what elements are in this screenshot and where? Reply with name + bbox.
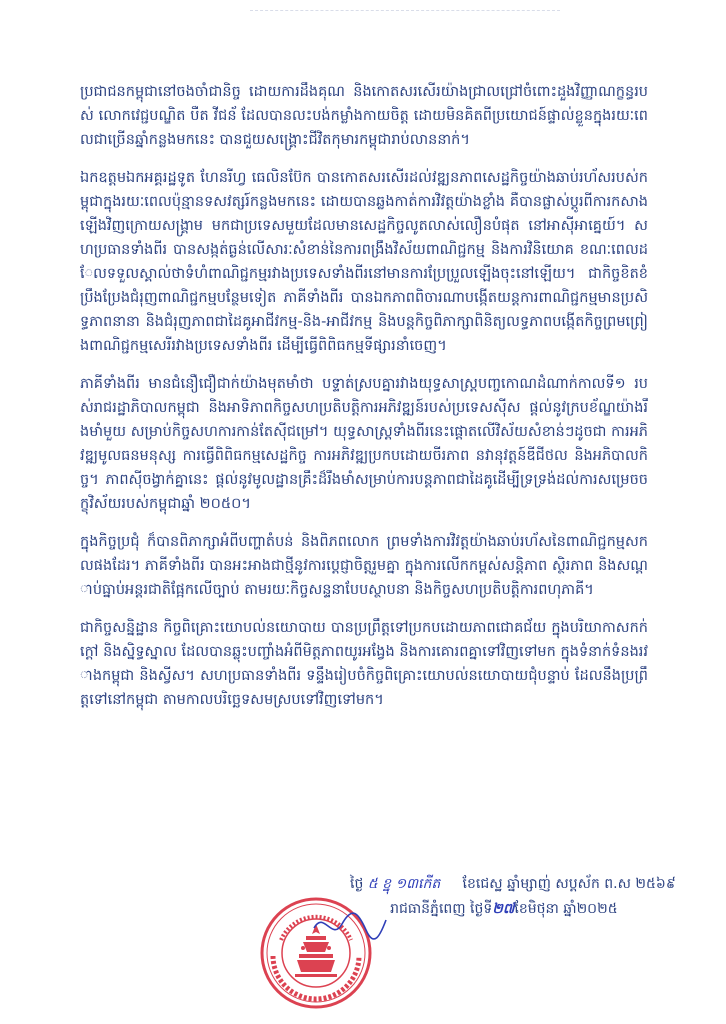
dateline	[350, 872, 676, 922]
paragraph-tribute: ប្រជាជនកម្ពុជានៅចងចាំជានិច្ច ដោយការដឹងគុណ និងកោតសរសើរយ៉ាងជ្រាលជ្រៅចំពោះដួងវិញ្ញាណក្ខន្ធរបស់ លោកវេជ្ជបណ្ឌិត បឺត វីជន័ ដែលបានលះបង់កម្លាំងកាយចិត្ត ដោយមិនគិតពីប្រយោជន៍ផ្ទាល់ខ្លួនក្នុងរយៈពេលជាច្រើនឆ្នាំកន្លងមកនេះ បានជួយសង្គ្រោះជីវិតកុមារកម្ពុជារាប់លាននាក់។	[80, 84, 648, 148]
lunar-date-line	[350, 872, 676, 897]
lunar-month-year: ខែជេស្ឋ ឆ្នាំម្សាញ់ សប្តស័ក ព.ស ២៥៦៩	[462, 876, 676, 892]
document-body	[80, 80, 648, 726]
paragraph-strategy-alignment: ភាគីទាំងពីរ មានជំនឿជឿជាក់យ៉ាងមុតមាំថា បទ្ទាត់ស្របគ្នារវាងយុទ្ធសាស្ត្របញ្ចកោណដំណាក់កាលទី១ របស់រាជរដ្ឋាភិបាលកម្ពុជា និងអាទិភាពកិច្ចសហប្រតិបត្តិការអភិវឌ្ឍន៍របស់ប្រទេសស៊ីស ផ្តល់នូវក្របខ័ណ្ឌយ៉ាងរឹងមាំមួយ សម្រាប់កិច្ចសហការកាន់តែស៊ីជម្រៅ។ យុទ្ធសាស្ត្រទាំងពីរនេះផ្តោតលើវិស័យសំខាន់ៗដូចជា ការអភិវឌ្ឍមូលធនមនុស្ស ការធ្វើពិពិធកម្មសេដ្ឋកិច្ច ការអភិវឌ្ឍប្រកបដោយចីរភាព នវានុវត្តន៍ឌីជីថល និងអភិបាលកិច្ច។ ភាពស៊ីចង្វាក់គ្នានេះ ផ្តល់នូវមូលដ្ឋានគ្រឹះដ៏រឹងមាំសម្រាប់ការបន្តភាពជាដៃគូដើម្បីទ្រទ្រង់ដល់ការសម្រេចចក្ខុវិស័យរបស់កម្ពុជាឆ្នាំ ២០៥០។	[80, 376, 648, 512]
day-prefix: ថ្ងៃ	[350, 876, 364, 892]
gregorian-date-line	[350, 897, 670, 922]
paragraph-conclusion: ជាកិច្ចសន្និដ្ឋាន កិច្ចពិគ្រោះយោបល់នយោបាយ បានប្រព្រឹត្តទៅប្រកបដោយភាពជោគជ័យ ក្នុងបរិយាកាសកក់ក្តៅ និងស្និទ្ធស្នាល ដែលបានឆ្លុះបញ្ចាំងអំពីមិត្តភាពយូរអង្វែង និងការគោរពគ្នាទៅវិញទៅមក ក្នុងទំនាក់ទំនងរវាងកម្ពុជា និងស្វីស។ សហប្រធានទាំងពីរ ទន្ទឹងរៀបចំកិច្ចពិគ្រោះយោបល់នយោបាយជុំបន្ទាប់ ដែលនឹងប្រព្រឹត្តទៅនៅកម្ពុជា តាមកាលបរិច្ឆេទសមស្របទៅវិញទៅមក។	[80, 620, 648, 708]
month-year: ខែមិថុនា ឆ្នាំ២០២៥	[514, 901, 618, 917]
paragraph-economy-trade: ឯកឧត្តមឯកអគ្គរដ្ឋទូត ហែនរីហ្វ ធេលិនប៊ែក បានកោតសរសើរដល់វឌ្ឍនភាពសេដ្ឋកិច្ចយ៉ាងឆាប់រហ័សរបស់កម្ពុជាក្នុងរយៈពេលប៉ុន្មានទសវត្សរ៍កន្លងមកនេះ ដោយបានឆ្លងកាត់ការវិវត្តយ៉ាងខ្លាំង គឺបានផ្លាស់ប្តូរពីការកសាងឡើងវិញក្រោយសង្គ្រាម មកជាប្រទេសមួយដែលមានសេដ្ឋកិច្ចលូតលាស់លឿនបំផុត នៅអាស៊ីអាគ្នេយ៍។ សហប្រធានទាំងពីរ បានសង្កត់ធ្ងន់លើសារៈសំខាន់នៃការពង្រឹងវិស័យពាណិជ្ជកម្ម និងការវិនិយោគ ខណៈពេលដែលទទួលស្គាល់ថាទំហំពាណិជ្ជកម្មរវាងប្រទេសទាំងពីរនៅមានការប្រែប្រួលឡើងចុះនៅឡើយ។ ជាកិច្ចខិតខំប្រឹងប្រែងជំរុញពាណិជ្ជកម្មបន្ថែមទៀត ភាគីទាំងពីរ បានឯកភាពពិចារណាបង្កើតយន្តការពាណិជ្ជកម្មមានប្រសិទ្ធភាពនានា និងជំរុញភាពជាដៃគូអាជីវកម្ម-និង-អាជីវកម្ម និងបន្តកិច្ចពិភាក្សាពិនិត្យលទ្ធភាពបង្កើតកិច្ចព្រមព្រៀងពាណិជ្ជកម្មសេរីរវាងប្រទេសទាំងពីរ ដើម្បីធ្វើពិពិធកម្មទីផ្សារនាំចេញ។	[80, 170, 648, 354]
handwritten-day: ២៧	[492, 901, 515, 917]
paragraph-regional-issues: ក្នុងកិច្ចប្រជុំ ក៏បានពិភាក្សាអំពីបញ្ហាតំបន់ និងពិភពលោក ព្រមទាំងការវិវត្តយ៉ាងឆាប់រហ័សនៃពាណិជ្ជកម្មសកលផងដែរ។ ភាគីទាំងពីរ បានអះអាងជាថ្មីនូវការប្តេជ្ញាចិត្តរួមគ្នា ក្នុងការលើកកម្ពស់សន្តិភាព ស្ថិរភាព និងសណ្តាប់ធ្នាប់អន្តរជាតិផ្អែកលើច្បាប់ តាមរយៈកិច្ចសន្ទនាបែបស្ថាបនា និងកិច្ចសហប្រតិបត្តិការពហុភាគី។	[80, 534, 648, 598]
place-day-prefix: រាជធានីភ្នំពេញ ថ្ងៃទី	[390, 901, 493, 917]
handwritten-lunar-day: ៥ ខ្នុ ១៣កេីត	[367, 876, 441, 892]
cropped-header-edge	[250, 0, 560, 11]
